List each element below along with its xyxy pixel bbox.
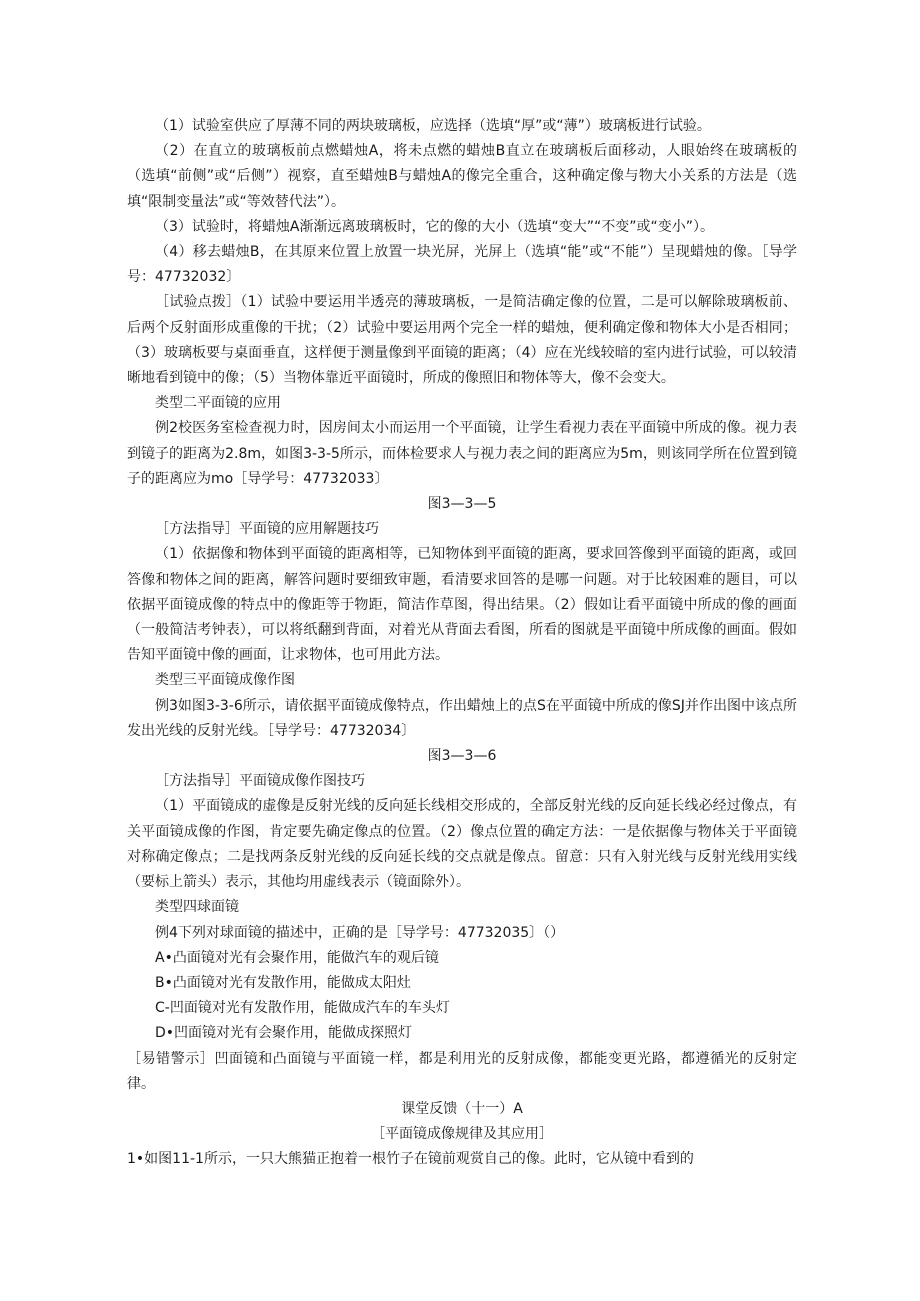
paragraph-opt-d: D•凹面镜对光有会聚作用，能做成探照灯 [155,1025,413,1042]
paragraph-method-3: ［方法指导］平面镜成像作图技巧 [155,773,365,790]
paragraph-q1-4: （4）移去蜡烛B，在其原来位置上放置一块光屏，光屏上（选填“能”或“不能”）呈现蜡烛的像。［导学号：47732032〕 [127,244,797,286]
paragraph-ex-3: 例3如图3-3-6所示，请依据平面镜成像特点，作出蜡烛上的点S在平面镜中所成的像SJ并作出图中该点所发出光线的反射光线。［导学号：47732034〕 [127,697,797,739]
paragraph-feedback-sub: ［平面镜成像规律及其应用］ [371,1126,553,1143]
paragraph-type-2: 类型二平面镜的应用 [155,395,281,412]
paragraph-warn: ［易错警示］凹面镜和凸面镜与平面镜一样，都是利用光的反射成像，都能变更光路，都遵循光的反射定律。 [127,1050,797,1092]
paragraph-method-2: ［方法指导］平面镜的应用解题技巧 [155,521,379,538]
paragraph-fig-335: 图3—3—5 [427,496,497,513]
paragraph-type-3: 类型三平面镜成像作图 [155,672,295,689]
paragraph-opt-b: B•凸面镜对光有发散作用，能做成太阳灶 [155,974,411,991]
paragraph-ex-4: 例4下列对球面镜的描述中，正确的是［导学号：47732035〕（） [155,924,565,941]
paragraph-type-4: 类型四球面镜 [155,899,239,916]
document-page [127,114,797,1173]
paragraph-opt-c: C-凹面镜对光有发散作用，能做成汽车的车头灯 [155,1000,450,1017]
paragraph-q1-1: （1）试验室供应了厚薄不同的两块玻璃板，应选择（选填“厚”或“薄”）玻璃板进行试验。 [155,118,711,134]
paragraph-q1-3: （3）试验时，将蜡烛A渐渐远离玻璃板时，它的像的大小（选填“变大”“不变”或“变小”）。 [155,218,714,235]
paragraph-q1-2: （2）在直立的玻璃板前点燃蜡烛A，将未点燃的蜡烛B直立在玻璃板后面移动，人眼始终在玻璃板的（选填“前侧”或“后侧”）视察，直至蜡烛B与蜡烛A的像完全重合，这种确定像与物大小关系的方法是（选填“限制变量法”或“等效替代法”）。 [127,143,797,210]
paragraph-fig-336: 图3—3—6 [427,748,497,765]
paragraph-feedback-title: 课堂反馈（十一）A [401,1100,523,1117]
paragraph-opt-a: A•凸面镜对光有会聚作用，能做汽车的观后镜 [155,949,439,966]
paragraph-method-2-body: （1）依据像和物体到平面镜的距离相等，已知物体到平面镜的距离，要求回答像到平面镜的距离，或回答像和物体之间的距离，解答问题时要细致审题，看清要求回答的是哪一问题。对于比较困难的题目，可以依据平面镜成像的特点中的像距等于物距，简洁作草图，得出结果。（2）假如让看平面镜中所成的像的画面（一般简洁考钟表），可以将纸翻到背面，对着光从背面去看图，所看的图就是平面镜中所成像的画面。假如告知平面镜中像的画面，让求物体，也可用此方法。 [127,546,797,664]
paragraph-tip-1: ［试验点拨］（1）试验中要运用半透亮的薄玻璃板，一是简洁确定像的位置，二是可以解除玻璃板前、后两个反射面形成重像的干扰；（2）试验中要运用两个完全一样的蜡烛，便利确定像和物体大小是否相同；（3）玻璃板要与桌面垂直，这样便于测量像到平面镜的距离；（4）应在光线较暗的室内进行试验，可以较清晰地看到镜中的像；（5）当物体靠近平面镜时，所成的像照旧和物体等大，像不会变大。 [127,294,797,387]
paragraph-ex-2: 例2校医务室检查视力时，因房间太小而运用一个平面镜，让学生看视力表在平面镜中所成的像。视力表到镜子的距离为2.8m，如图3-3-5所示，而体检要求人与视力表之间的距离应为5m，则该同学所在位置到镜子的距离应为mo［导学号：47732033〕 [127,420,797,487]
paragraph-method-3-body: （1）平面镜成的虚像是反射光线的反向延长线相交形成的，全部反射光线的反向延长线必经过像点，有关平面镜成像的作图，肯定要先确定像点的位置。（2）像点位置的确定方法：一是依据像与物体关于平面镜对称确定像点；二是找两条反射光线的反向延长线的交点就是像点。留意：只有入射光线与反射光线用实线（要标上箭头）表示，其他均用虚线表示（镜面除外）。 [127,798,797,891]
paragraph-fb-q1: 1•如图11-1所示，一只大熊猫正抱着一根竹子在镜前观赏自己的像。此时，它从镜中看到的 [127,1151,694,1168]
